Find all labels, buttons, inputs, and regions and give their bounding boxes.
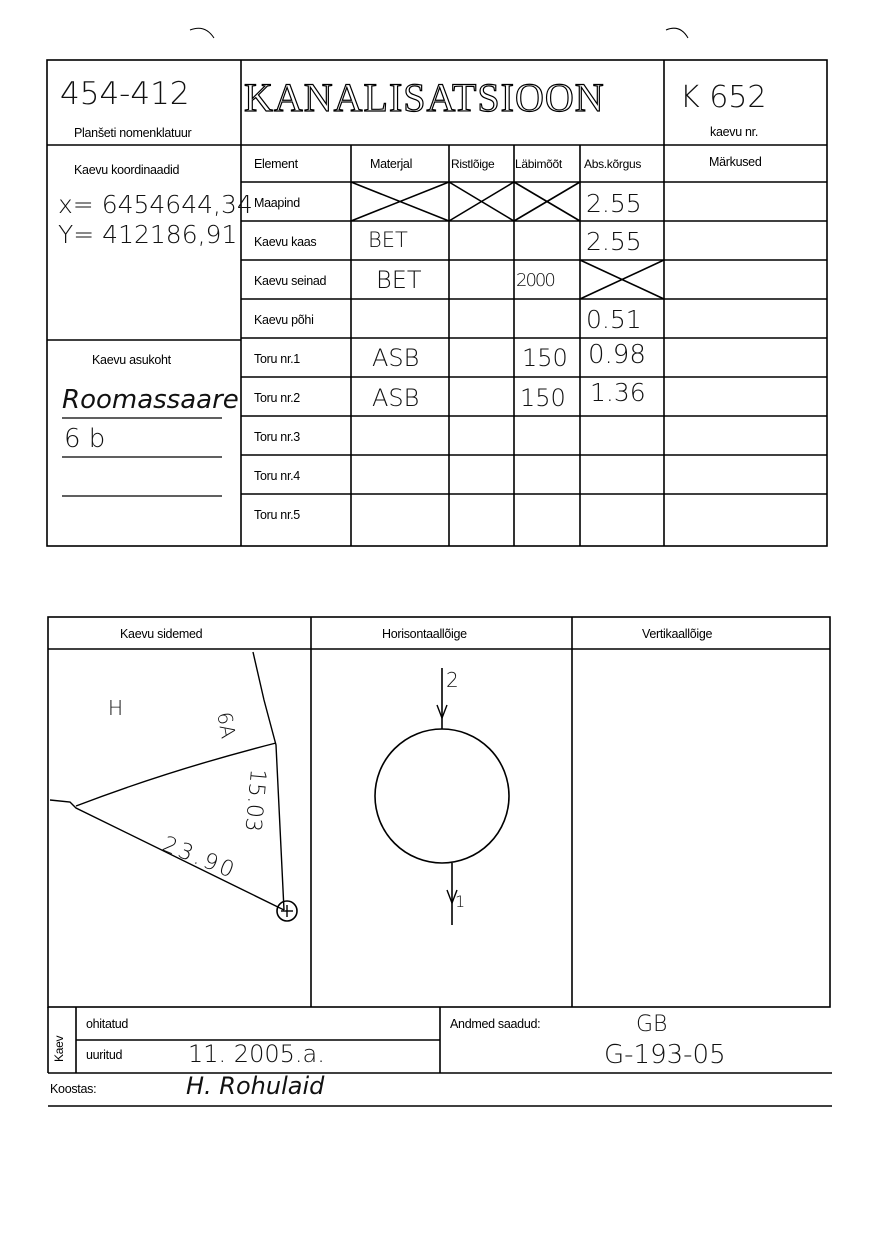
cell-toru2-material: ASB	[372, 384, 420, 412]
coords-label: Kaevu koordinaadid	[74, 163, 180, 177]
sketch-distance-1: 15.03	[239, 767, 270, 833]
cell-toru1-material: ASB	[372, 344, 420, 372]
col-header-element: Element	[254, 157, 298, 171]
location-label: Kaevu asukoht	[92, 353, 171, 367]
cell-toru1-diameter: 150	[522, 344, 568, 372]
footer-inspected-label: ohitatud	[86, 1017, 129, 1031]
row-label-toru-5: Toru nr.5	[254, 508, 300, 522]
footer-compiled-value: H. Rohulaid	[186, 1072, 325, 1100]
cell-maapind-height: 2.55	[586, 189, 642, 218]
row-label-kaevu-seinad: Kaevu seinad	[254, 274, 327, 288]
cell-toru1-height: 0.98	[588, 340, 646, 370]
col-header-notes: Märkused	[709, 155, 762, 169]
row-label-toru-1: Toru nr.1	[254, 352, 300, 366]
cell-kaas-material: BET	[368, 228, 408, 252]
row-label-maapind: Maapind	[254, 196, 300, 210]
cell-seinad-diameter: 2000	[516, 270, 554, 291]
plansheet-label: Planšeti nomenklatuur	[74, 126, 192, 140]
row-label-toru-2: Toru nr.2	[254, 391, 300, 405]
location-line1: Roomassaare	[62, 385, 239, 415]
section-horizontal-label: Horisontaallõige	[382, 627, 467, 641]
footer-data-value-1: GB	[636, 1012, 668, 1037]
coord-y-value: Y= 412186,91	[58, 220, 238, 249]
section-ties-label: Kaevu sidemed	[120, 627, 203, 641]
col-header-material: Materjal	[370, 157, 413, 171]
cell-toru2-height: 1.36	[590, 378, 646, 407]
col-header-abs-height: Abs.kõrgus	[584, 157, 642, 171]
sketch-house-number: 6A	[212, 710, 241, 741]
row-label-kaevu-kaas: Kaevu kaas	[254, 235, 317, 249]
well-number-label: kaevu nr.	[710, 125, 759, 139]
sketch-house-label: H	[108, 696, 124, 720]
page-title: KANALISATSIOON	[244, 75, 605, 120]
cell-pohi-height: 0.51	[586, 305, 642, 334]
section-vertical-label: Vertikaallõige	[642, 627, 713, 641]
plansheet-value: 454-412	[60, 76, 190, 112]
sketch-distance-2: 23.90	[158, 832, 241, 885]
footer-surveyed-value: 11. 2005.a.	[188, 1040, 325, 1068]
footer-compiled-label: Koostas:	[50, 1082, 97, 1096]
footer-side-label: Kaev	[52, 1035, 66, 1062]
row-label-toru-4: Toru nr.4	[254, 469, 300, 483]
footer-data-label: Andmed saadud:	[450, 1017, 541, 1031]
coord-x-value: x= 6454644,34	[58, 190, 253, 219]
sketch-pipe-2-label: 2	[446, 668, 459, 692]
location-line2: 6 b	[64, 424, 106, 454]
cell-toru2-diameter: 150	[520, 384, 566, 412]
cell-seinad-material: BET	[376, 266, 422, 294]
footer-surveyed-label: uuritud	[86, 1048, 123, 1062]
col-header-cross-section: Ristlõige	[451, 157, 495, 171]
col-header-diameter: Läbimõõt	[515, 157, 562, 171]
cell-kaas-height: 2.55	[586, 227, 642, 256]
row-label-toru-3: Toru nr.3	[254, 430, 300, 444]
sketch-pipe-1-label: 1	[455, 892, 466, 911]
row-label-kaevu-pohi: Kaevu põhi	[254, 313, 314, 327]
well-number-value: K 652	[680, 80, 767, 115]
footer-data-value-2: G-193-05	[604, 1040, 726, 1070]
